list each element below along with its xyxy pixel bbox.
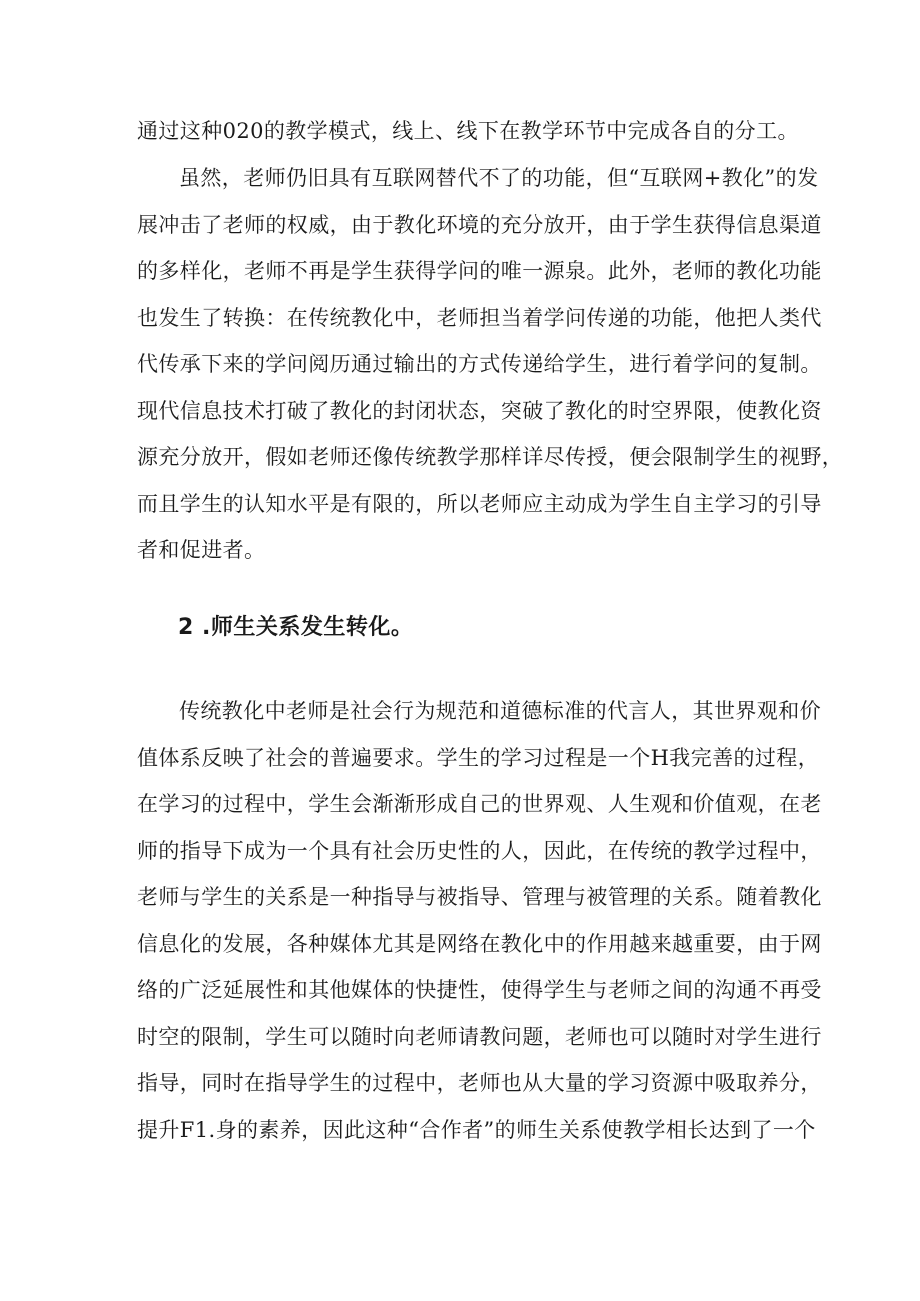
paragraph-continuation (137, 108, 799, 155)
text-line: 信息化的发展，各种媒体尤其是网络在教化中的作用越来越重要，由于网 (137, 931, 822, 956)
text-line: 在学习的过程中，学生会渐渐形成自己的世界观、人生观和价值观，在老 (137, 792, 822, 816)
text-line: 代传承下来的学问阅历通过输出的方式传递给学生，进行着学问的复制。 (137, 352, 822, 376)
text-line: 络的广泛延展性和其他媒体的快捷性，使得学生与老师之间的沟通不再受 (137, 978, 822, 1002)
paragraph-teacher-authority (137, 155, 844, 574)
text-line: 通过这种020的教学模式，线上、线下在教学环节中完成各自的分工。 (137, 119, 799, 143)
text-line: 传统教化中老师是社会行为规范和道德标准的代言人，其世界观和价 (179, 699, 821, 723)
text-line: 也发生了转换：在传统教化中，老师担当着学问传递的功能，他把人类代 (137, 305, 822, 330)
section-heading: 2 .师生关系发生转化。 (178, 615, 414, 640)
text-line: 展冲击了老师的权威，由于教化环境的充分放开，由于学生获得信息渠道 (137, 212, 822, 237)
text-line: 源充分放开，假如老师还像传统教学那样详尽传授，便会限制学生的视野， (137, 445, 844, 469)
text-line: 而且学生的认知水平是有限的，所以老师应主动成为学生自主学习的引导 (137, 491, 822, 516)
text-line: 提升F1.身的素养，因此这种“合作者”的师生关系使教学相长达到了一个 (137, 1117, 816, 1142)
text-line: 虽然，老师仍旧具有互联网替代不了的功能，但“互联网+教化”的发 (179, 166, 819, 190)
paragraph-teacher-student-relationship (137, 688, 822, 1153)
text-line: 的多样化，老师不再是学生获得学问的唯一源泉。此外，老师的教化功能 (137, 259, 822, 283)
text-line: 现代信息技术打破了教化的封闭状态，突破了教化的时空界限，使教化资 (137, 398, 822, 423)
text-line: 者和促进者。 (137, 538, 266, 562)
text-line: 师的指导下成为一个具有社会历史性的人，因此，在传统的教学过程中， (137, 838, 822, 863)
text-line: 时空的限制，学生可以随时向老师请教问题，老师也可以随时对学生进行 (137, 1024, 822, 1049)
text-line: 老师与学生的关系是一种指导与被指导、管理与被管理的关系。随着教化 (137, 885, 822, 909)
text-line: 值体系反映了社会的普遍要求。学生的学习过程是一个H我完善的过程， (137, 745, 820, 770)
text-line: 指导，同时在指导学生的过程中，老师也从大量的学习资源中吸取养分， (137, 1071, 822, 1095)
